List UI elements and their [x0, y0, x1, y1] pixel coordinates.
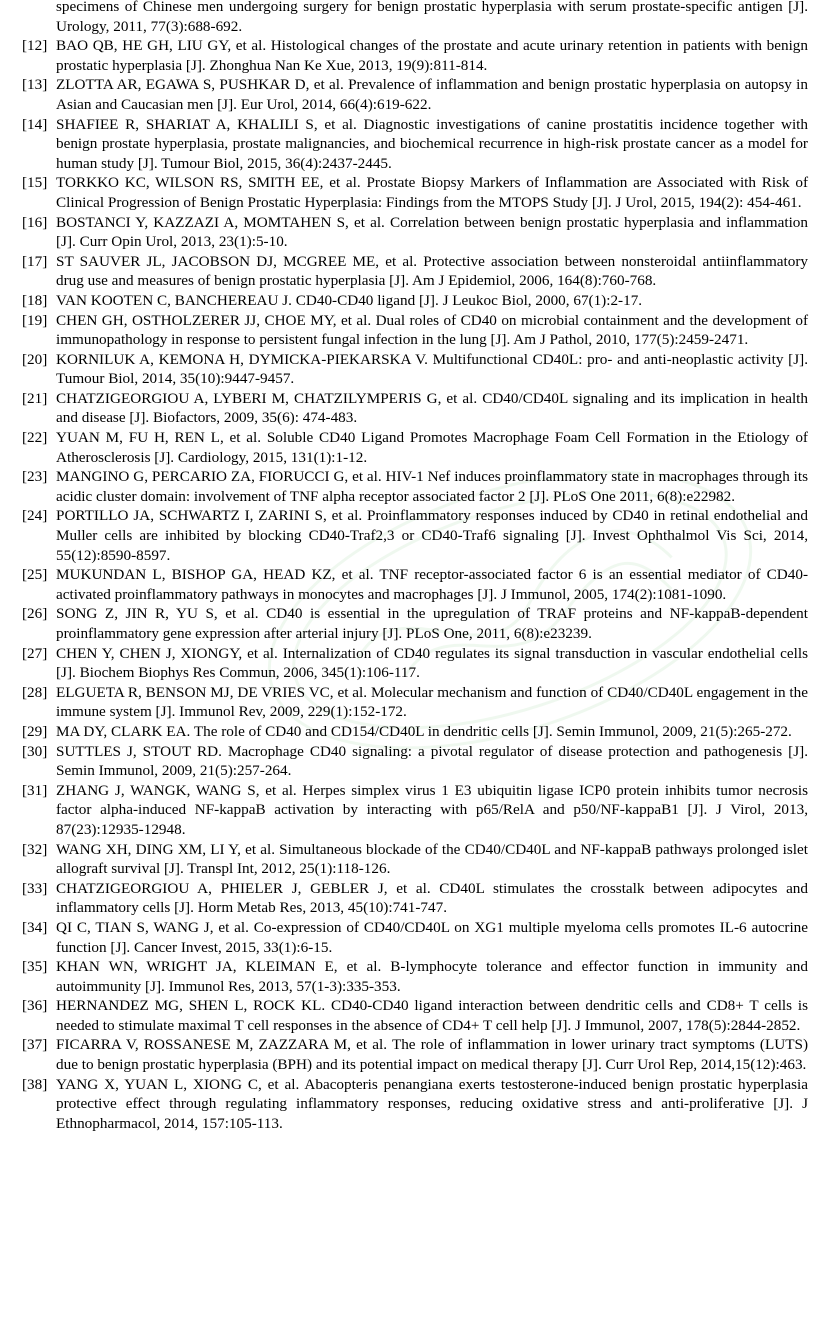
reference-number: [34] — [22, 918, 48, 936]
reference-item — [22, 173, 808, 212]
reference-number: [15] — [22, 174, 48, 192]
reference-text: CHATZIGEORGIOU A, PHIELER J, GEBLER J, et al. CD40L stimulates the crosstalk between adipocytes and inflammatory cells [J]. Horm Metab Res, 2013, 45(10):741-747. — [56, 879, 808, 917]
reference-number: [29] — [22, 722, 48, 740]
reference-text: FICARRA V, ROSSANESE M, ZAZZARA M, et al. The role of inflammation in lower urinary tract symptoms (LUTS) due to benign prostatic hyperplasia (BPH) and its potential impact on medical therapy [J]. Curr Urol Rep, 2014,15(12):463. — [56, 1036, 808, 1074]
reference-item — [22, 918, 808, 957]
reference-text: WANG XH, DING XM, LI Y, et al. Simultaneous blockade of the CD40/CD40L and NF-kappaB pathways prolonged islet allograft survival [J]. Transpl Int, 2012, 25(1):118-126. — [56, 840, 808, 878]
reference-text: BAO QB, HE GH, LIU GY, et al. Histological changes of the prostate and acute urinary retention in patients with benign prostatic hyperplasia [J]. Zhonghua Nan Ke Xue, 2013, 19(9):811-814. — [56, 37, 808, 74]
reference-number: [37] — [22, 1036, 48, 1054]
reference-text: KORNILUK A, KEMONA H, DYMICKA-PIEKARSKA V. Multifunctional CD40L: pro- and anti-neoplastic activity [J]. Tumour Biol, 2014, 35(10):9447-9457. — [56, 350, 808, 388]
reference-text: TORKKO KC, WILSON RS, SMITH EE, et al. Prostate Biopsy Markers of Inflammation are Associated with Risk of Clinical Progression of Benign Prostatic Hyperplasia: Findings from the MTOPS Study [J]. J Urol, 2015, 194(2): 454-461. — [56, 174, 808, 211]
reference-text: VAN KOOTEN C, BANCHEREAU J. CD40-CD40 ligand [J]. J Leukoc Biol, 2000, 67(1):2-17. — [56, 291, 643, 309]
reference-items — [22, 36, 808, 1133]
reference-item — [22, 742, 808, 781]
reference-number: [17] — [22, 252, 48, 270]
reference-text: CHEN Y, CHEN J, XIONGY, et al. Internalization of CD40 regulates its signal transduction in vascular endothelial cells [J]. Biochem Biophys Res Commun, 2006, 345(1):106-117. — [56, 644, 808, 682]
reference-item — [22, 879, 808, 918]
reference-item — [22, 1075, 808, 1134]
reference-number: [20] — [22, 350, 48, 368]
reference-number: [38] — [22, 1075, 48, 1093]
reference-text: MUKUNDAN L, BISHOP GA, HEAD KZ, et al. TNF receptor-associated factor 6 is an essential mediator of CD40-activated proinflammatory pathways in monocytes and macrophages [J]. J Immunol, 2005, 174(2):1081-1090. — [56, 566, 808, 603]
reference-text: YUAN M, FU H, REN L, et al. Soluble CD40 Ligand Promotes Macrophage Foam Cell Formation in the Etiology of Atherosclerosis [J]. Cardiology, 2015, 131(1):1-12. — [56, 429, 808, 466]
reference-item — [22, 252, 808, 291]
reference-item — [22, 781, 808, 840]
reference-number: [25] — [22, 566, 48, 584]
reference-text: SUTTLES J, STOUT RD. Macrophage CD40 signaling: a pivotal regulator of disease protection and pathogenesis [J]. Semin Immunol, 2009, 21(5):257-264. — [56, 742, 808, 780]
reference-text: BOSTANCI Y, KAZZAZI A, MOMTAHEN S, et al. Correlation between benign prostatic hyperplasia and inflammation [J]. Curr Opin Urol, 2013, 23(1):5-10. — [56, 213, 808, 251]
reference-number: [31] — [22, 781, 48, 799]
reference-text: ST SAUVER JL, JACOBSON DJ, MCGREE ME, et al. Protective association between nonsteroidal antiinflammatory drug use and measures of benign prostatic hyperplasia [J]. Am J Epidemiol, 2006, 164(8):760-768. — [56, 252, 808, 290]
reference-text: PORTILLO JA, SCHWARTZ I, ZARINI S, et al. Proinflammatory responses induced by CD40 in retinal endothelial and Muller cells are inhibited by blocking CD40-Traf2,3 or CD40-Traf6 signaling [J]. Invest Ophthalmol Vis Sci, 2014, 55(12):8590-8597. — [56, 507, 808, 564]
reference-number: [32] — [22, 840, 48, 858]
reference-number: [30] — [22, 742, 48, 760]
reference-text: KHAN WN, WRIGHT JA, KLEIMAN E, et al. B-lymphocyte tolerance and effector function in immunity and autoimmunity [J]. Immunol Res, 2013, 57(1-3):335-353. — [56, 958, 808, 995]
reference-item — [22, 291, 808, 311]
reference-item — [22, 604, 808, 643]
reference-item — [22, 389, 808, 428]
reference-item — [22, 840, 808, 879]
reference-text: CHATZIGEORGIOU A, LYBERI M, CHATZILYMPERIS G, et al. CD40/CD40L signaling and its implication in health and disease [J]. Biofactors, 2009, 35(6): 474-483. — [56, 389, 808, 427]
reference-number: [27] — [22, 644, 48, 662]
reference-number: [16] — [22, 213, 48, 231]
reference-text: HERNANDEZ MG, SHEN L, ROCK KL. CD40-CD40 ligand interaction between dendritic cells and CD8+ T cells is needed to stimulate maximal T cell responses in the absence of CD4+ T cell help [J]. J Immunol, 2007, 178(5):2844-2852. — [56, 997, 808, 1034]
reference-item — [22, 722, 808, 742]
reference-number: [35] — [22, 958, 48, 976]
reference-text: MA DY, CLARK EA. The role of CD40 and CD154/CD40L in dendritic cells [J]. Semin Immunol, 2009, 21(5):265-272. — [56, 722, 792, 740]
reference-text: CHEN GH, OSTHOLZERER JJ, CHOE MY, et al. Dual roles of CD40 on microbial containment and the development of immunopathology in response to persistent fungal infection in the lung [J]. Am J Pathol, 2010, 177(5):2459-2471. — [56, 311, 808, 349]
reference-text: SONG Z, JIN R, YU S, et al. CD40 is essential in the upregulation of TRAF proteins and NF-kappaB-dependent proinflammatory gene expression after arterial injury [J]. PLoS One, 2011, 6(8):e23239. — [56, 605, 808, 642]
reference-text: QI C, TIAN S, WANG J, et al. Co-expression of CD40/CD40L on XG1 multiple myeloma cells promotes IL-6 autocrine function [J]. Cancer Invest, 2015, 33(1):6-15. — [56, 918, 808, 956]
reference-text: ZLOTTA AR, EGAWA S, PUSHKAR D, et al. Prevalence of inflammation and benign prostatic hyperplasia on autopsy in Asian and Caucasian men [J]. Eur Urol, 2014, 66(4):619-622. — [56, 76, 808, 113]
reference-text: ZHANG J, WANGK, WANG S, et al. Herpes simplex virus 1 E3 ubiquitin ligase ICP0 protein inhibits tumor necrosis factor alpha-induced NF-kappaB activation by interacting with p65/RelA and p50/NF-kappaB1 [J]. J Virol, 2013, 87(23):12935-12948. — [56, 781, 808, 838]
reference-text: MANGINO G, PERCARIO ZA, FIORUCCI G, et al. HIV-1 Nef induces proinflammatory state in macrophages through its acidic cluster domain: involvement of TNF alpha receptor associated factor 2 [J]. PLoS One 2011, 6(8):e22982. — [56, 468, 808, 505]
reference-number: [13] — [22, 76, 48, 94]
reference-number: [26] — [22, 605, 48, 623]
reference-item — [22, 350, 808, 389]
reference-item — [22, 1035, 808, 1074]
reference-number: [14] — [22, 115, 48, 133]
reference-number: [12] — [22, 37, 48, 55]
reference-item — [22, 311, 808, 350]
reference-item — [22, 213, 808, 252]
reference-continuation: specimens of Chinese men undergoing surgery for benign prostatic hyperplasia with serum prostate-specific antigen [J]. Urology, 2011, 77(3):688-692. — [56, 0, 808, 35]
reference-text: SHAFIEE R, SHARIAT A, KHALILI S, et al. Diagnostic investigations of canine prostatitis incidence together with benign prostate hyperplasia, prostate malignancies, and biochemical recurrence in high-risk prostate cancer as a model for human study [J]. Tumour Biol, 2015, 36(4):2437-2445. — [56, 115, 808, 172]
reference-item — [22, 683, 808, 722]
reference-item — [22, 115, 808, 174]
reference-number: [21] — [22, 389, 48, 407]
reference-number: [23] — [22, 468, 48, 486]
reference-number: [36] — [22, 997, 48, 1015]
reference-item — [22, 565, 808, 604]
reference-number: [33] — [22, 879, 48, 897]
reference-item — [22, 996, 808, 1035]
reference-number: [28] — [22, 683, 48, 701]
reference-number: [18] — [22, 291, 48, 309]
reference-item — [22, 644, 808, 683]
reference-item — [22, 428, 808, 467]
reference-list — [22, 0, 808, 1133]
reference-item — [22, 506, 808, 565]
reference-item — [22, 957, 808, 996]
reference-item — [22, 75, 808, 114]
reference-text: ELGUETA R, BENSON MJ, DE VRIES VC, et al. Molecular mechanism and function of CD40/CD40L engagement in the immune system [J]. Immunol Rev, 2009, 229(1):152-172. — [56, 683, 808, 721]
reference-number: [22] — [22, 429, 48, 447]
reference-number: [24] — [22, 507, 48, 525]
reference-number: [19] — [22, 311, 48, 329]
reference-item — [22, 36, 808, 75]
reference-text: YANG X, YUAN L, XIONG C, et al. Abacopteris penangiana exerts testosterone-induced benign prostatic hyperplasia protective effect through regulating inflammatory responses, reducing oxidative stress and anti-proliferative [J]. J Ethnopharmacol, 2014, 157:105-113. — [56, 1075, 808, 1132]
reference-item — [22, 467, 808, 506]
